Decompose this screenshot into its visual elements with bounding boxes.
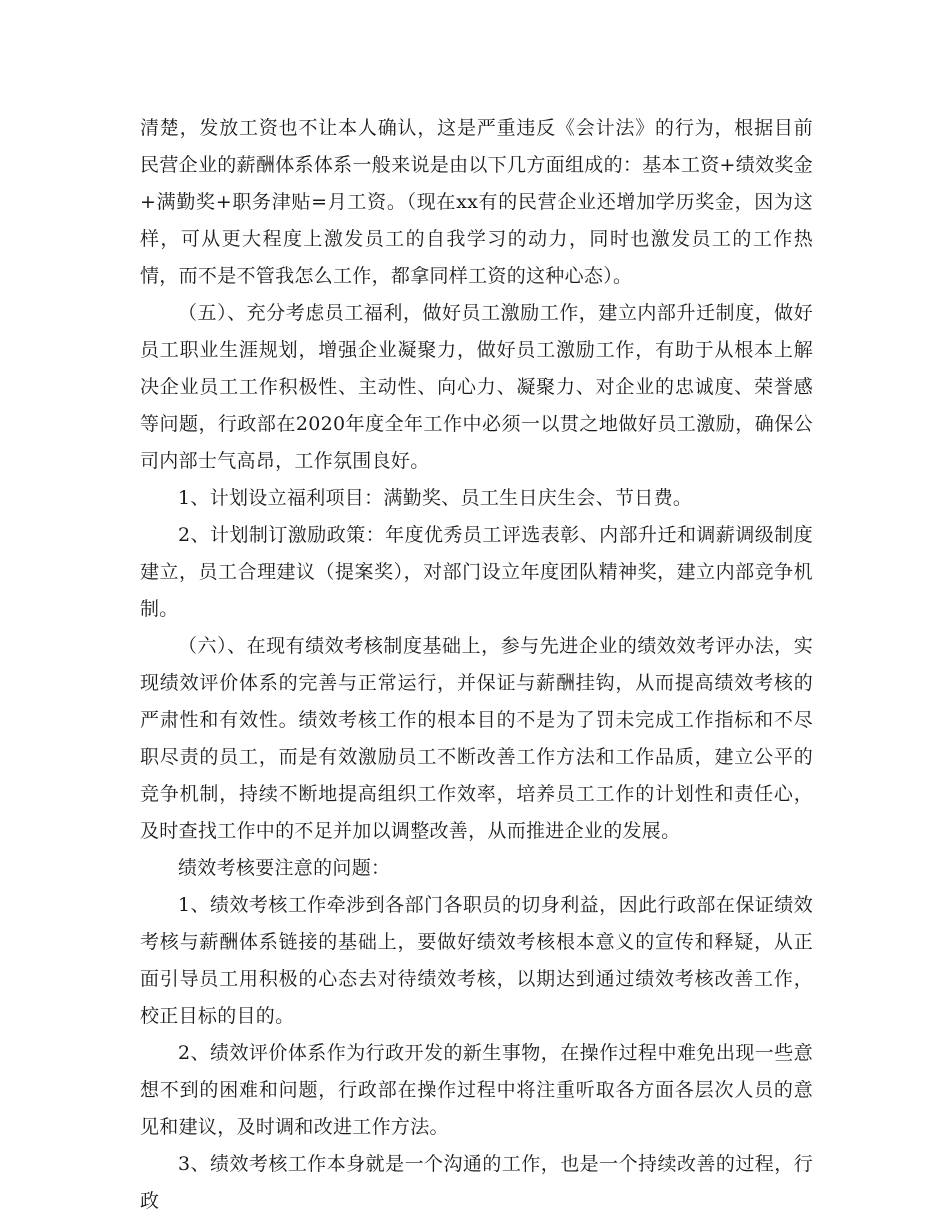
paragraph-issues-heading: 绩效考核要注意的问题： (178, 857, 391, 879)
paragraph-issue-one: 1、绩效考核工作牵涉到各部门各职员的切身利益，因此行政部在保证绩效考核与薪酬体系链接的基础上，要做好绩效考核根本意义的宣传和释疑，从正面引导员工用积极的心态去对待绩效考核，以期达到通过绩效考核改善工作，校正目标的目的。 (140, 894, 813, 1027)
paragraph-salary-structure: 清楚，发放工资也不让本人确认，这是严重违反《会计法》的行为，根据目前民营企业的薪酬体系体系一般来说是由以下几方面组成的：基本工资+绩效奖金+满勤奖+职务津贴=月工资。（现在xx有的民营企业还增加学历奖金，因为这样，可从更大程度上激发员工的自我学习的动力，同时也激发员工的工作热情，而不是不管我怎么工作，都拿同样工资的这种心态）。 (140, 117, 813, 287)
paragraph-issue-three: 3、绩效考核工作本身就是一个沟通的工作，也是一个持续改善的过程，行政 (140, 1153, 813, 1212)
paragraph-welfare-items: 1、计划设立福利项目：满勤奖、员工生日庆生会、节日费。 (178, 487, 693, 509)
document-body (140, 110, 813, 1220)
paragraph-section-five: （五）、充分考虑员工福利，做好员工激励工作，建立内部升迁制度，做好员工职业生涯规划，增强企业凝聚力，做好员工激励工作，有助于从根本上解决企业员工工作积极性、主动性、向心力、凝聚力、对企业的忠诚度、荣誉感等问题，行政部在2020年度全年工作中必须一以贯之地做好员工激励，确保公司内部士气高昂，工作氛围良好。 (140, 302, 813, 472)
paragraph-incentive-policy: 2、计划制订激励政策：年度优秀员工评选表彰、内部升迁和调薪调级制度建立，员工合理建议（提案奖），对部门设立年度团队精神奖，建立内部竞争机制。 (140, 524, 813, 620)
paragraph-issue-two: 2、绩效评价体系作为行政开发的新生事物，在操作过程中难免出现一些意想不到的困难和问题，行政部在操作过程中将注重听取各方面各层次人员的意见和建议，及时调和改进工作方法。 (140, 1042, 813, 1138)
paragraph-section-six: （六）、在现有绩效考核制度基础上，参与先进企业的绩效效考评办法，实现绩效评价体系的完善与正常运行，并保证与薪酬挂钩，从而提高绩效考核的严肃性和有效性。绩效考核工作的根本目的不是为了罚未完成工作指标和不尽职尽责的员工，而是有效激励员工不断改善工作方法和工作品质，建立公平的竞争机制，持续不断地提高组织工作效率，培养员工工作的计划性和责任心，及时查找工作中的不足并加以调整改善，从而推进企业的发展。 (140, 635, 813, 842)
